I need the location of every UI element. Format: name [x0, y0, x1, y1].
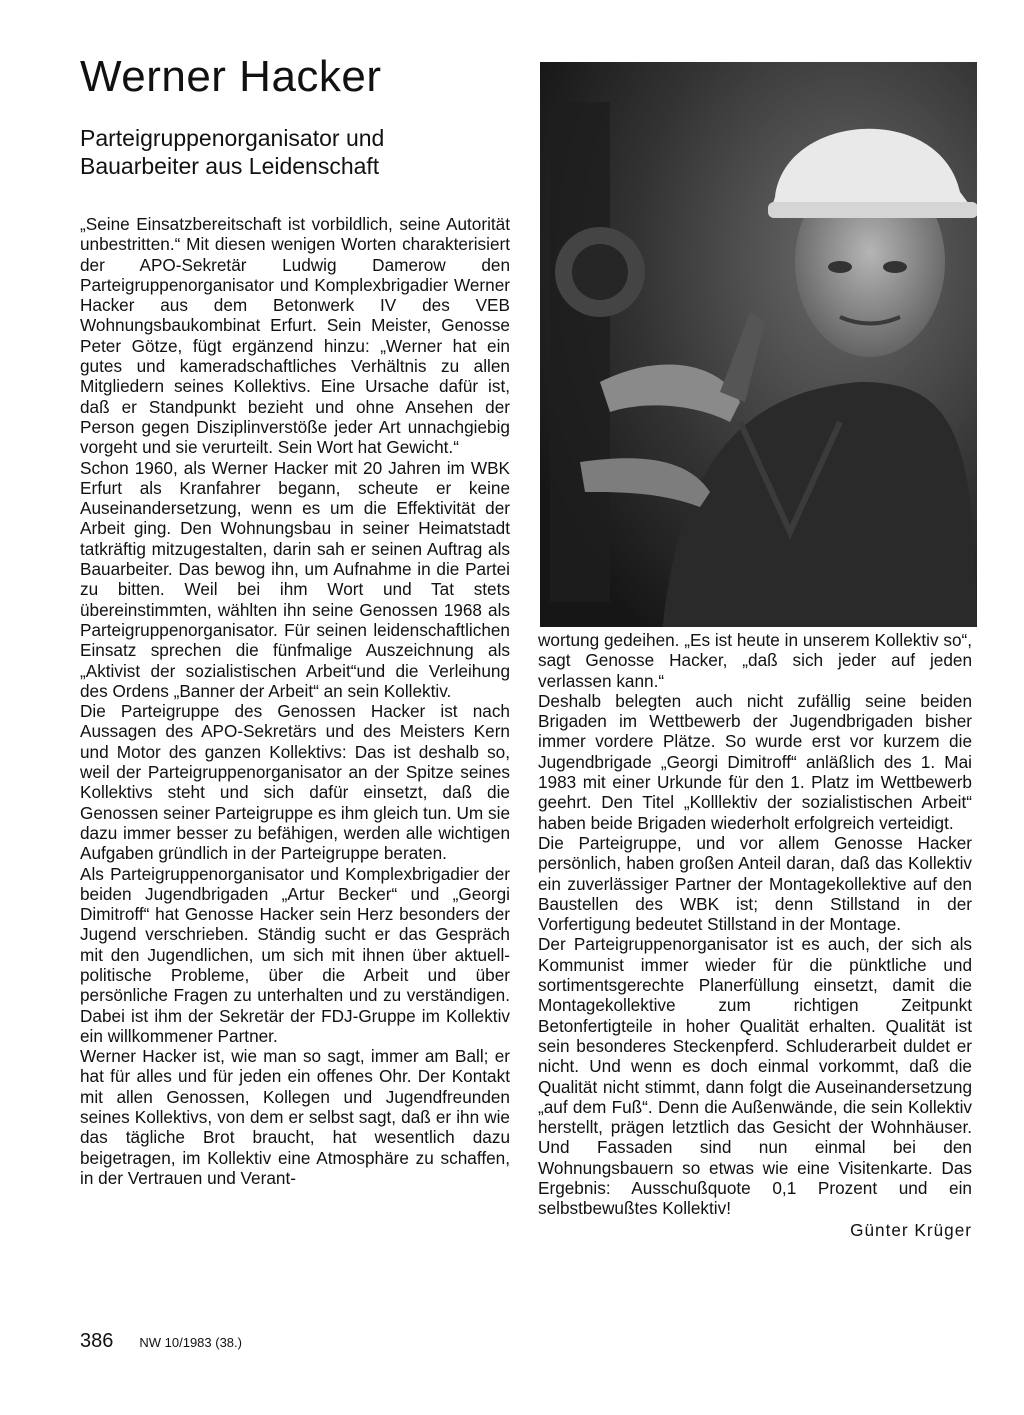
worker-photo [540, 62, 977, 627]
paragraph: Als Parteigruppenorganisator und Komplexbrigadier der beiden Jugendbrigaden „Artur Becker“ und „Georgi Dimitroff“ hat Genosse Hacker sein Herz besonders der Jugend verschrieben. Ständig sucht er das Gespräch mit den Jugendlichen, um sich mit ihnen über aktuell-politische Probleme, über die Arbeit und über persönliche Fragen zu unterhalten und zu verständigen. Dabei ist ihm der Sekretär der FDJ-Gruppe im Kollektiv ein willkommener Partner. [80, 863, 510, 1046]
paragraph: „Seine Einsatzbereitschaft ist vorbildlich, seine Autorität unbestritten.“ Mit diesen wenigen Worten charakterisiert der APO-Sekretär Ludwig Damerow den Parteigruppenorganisator und Komplexbrigadier Werner Hacker aus dem Betonwerk IV des VEB Wohnungsbaukombinat Erfurt. Sein Meister, Genosse Peter Götze, fügt ergänzend hinzu: „Werner hat ein gutes und kameradschaftliches Verhältnis zu allen Mitgliedern seines Kollektivs. Eine Ursache dafür ist, daß er Standpunkt bezieht und ohne Ansehen der Person gegen Disziplinverstöße jeder Art unnachgiebig vorgeht und sie verurteilt. Sein Wort hat Gewicht.“ [80, 214, 510, 458]
paragraph: Die Parteigruppe des Genossen Hacker ist nach Aussagen des APO-Sekretärs und des Meisters Kern und Motor des ganzen Kollektivs: Das ist deshalb so, weil der Parteigruppenorganisator an der Spitze seines Kollektivs steht und sich dafür einsetzt, daß die Genossen seiner Parteigruppe es ihm gleich tun. Um sie dazu immer besser zu befähigen, werden alle wichtigen Aufgaben gründlich in der Parteigruppe beraten. [80, 701, 510, 864]
article-title: Werner Hacker [80, 52, 382, 101]
paragraph: Werner Hacker ist, wie man so sagt, immer am Ball; er hat für alles und für jeden ein offenes Ohr. Der Kontakt mit allen Genossen, Kollegen und Jugendfreunden seines Kollektivs, von dem er selbst sagt, daß er ihn wie das tägliche Brot braucht, hat wesentlich dazu beigetragen, im Kollektiv eine Atmosphäre zu schaffen, in der Vertrauen und Verant- [80, 1046, 510, 1188]
worker-photo-illustration [540, 62, 977, 627]
paragraph: wortung gedeihen. „Es ist heute in unserem Kollektiv so“, sagt Genosse Hacker, „daß sich jeder auf jeden verlassen kann.“ [538, 630, 972, 691]
page-footer [80, 1330, 242, 1353]
right-column [538, 630, 972, 1240]
article-subtitle: Parteigruppenorganisator und Bauarbeiter aus Leidenschaft [80, 125, 385, 179]
issue-label: NW 10/1983 (38.) [139, 1335, 242, 1350]
left-column [80, 214, 510, 1188]
paragraph: Schon 1960, als Werner Hacker mit 20 Jahren im WBK Erfurt als Kranfahrer begann, scheute er keine Auseinandersetzung, wenn es um die Effektivität der Arbeit ging. Den Wohnungsbau in seiner Heimatstadt tatkräftig mitzugestalten, darin sah er seinen Auftrag als Bauarbeiter. Das bewog ihn, um Aufnahme in die Partei zu bitten. Weil bei ihm Wort und Tat stets übereinstimmten, wählten ihn seine Genossen 1968 als Parteigruppenorganisator. Für seinen leidenschaftlichen Einsatz sprechen die fünfmalige Auszeichnung als „Aktivist der sozialistischen Arbeit“und die Verleihung des Ordens „Banner der Arbeit“ an sein Kollektiv. [80, 457, 510, 701]
paragraph: Deshalb belegten auch nicht zufällig seine beiden Brigaden im Wettbewerb der Jugendbrigaden bisher immer vordere Plätze. So wurde erst vor kurzem die Jugendbrigade „Georgi Dimitroff“ anläßlich des 1. Mai 1983 mit einer Urkunde für den 1. Platz im Wettbewerb geehrt. Den Titel „Kolllektiv der sozialistischen Arbeit“ haben beide Brigaden wiederholt erfolgreich verteidigt. [538, 690, 972, 833]
paragraph: Der Parteigruppenorganisator ist es auch, der sich als Kommunist immer wieder für die pünktliche und sortimentsgerechte Planerfüllung einsetzt, damit die Montagekollektive zum richtigen Zeitpunkt Betonfertigteile in hoher Qualität erhalten. Qualität ist sein besonderes Steckenpferd. Schluderarbeit duldet er nicht. Und wenn es doch einmal vorkommt, daß die Qualität nicht stimmt, dann folgt die Auseinandersetzung „auf dem Fuß“. Denn die Außenwände, die sein Kollektiv herstellt, prägen letztlich das Gesicht der Wohnhäuser. Und Fassaden sind nun einmal bei den Wohnungsbauern so etwas wie eine Visitenkarte. Das Ergebnis: Ausschußquote 0,1 Prozent und ein selbstbewußtes Kollektiv! [538, 934, 972, 1219]
author-name: Günter Krüger [850, 1219, 972, 1240]
paragraph: Die Parteigruppe, und vor allem Genosse Hacker persönlich, haben großen Anteil daran, daß das Kollektiv ein zuverlässiger Partner der Montagekollektive auf den Baustellen des WBK ist; denn Stillstand in der Vorfertigung bedeutet Stillstand in der Montage. [538, 832, 972, 935]
page-number: 386 [80, 1330, 114, 1352]
